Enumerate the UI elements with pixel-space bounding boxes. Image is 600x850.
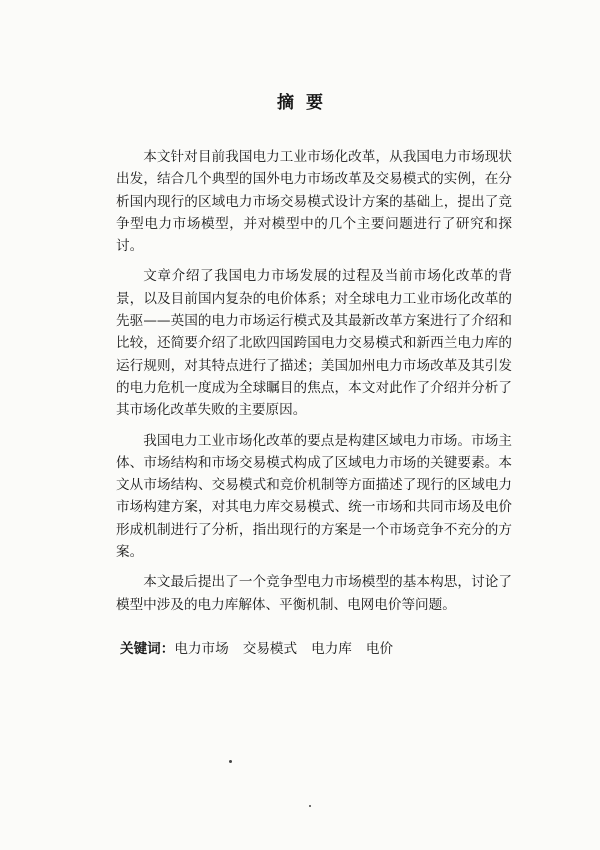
- abstract-paragraph-2: 文章介绍了我国电力市场发展的过程及当前市场化改革的背景，以及目前国内复杂的电价体系；对全球电力工业市场化改革的先驱——英国的电力市场运行模式及其最新改革方案进行了介绍和比较，还简要介绍了北欧四国跨国电力交易模式和新西兰电力库的运行规则，对其特点进行了描述；美国加州电力市场改革及其引发的电力危机一度成为全球瞩目的焦点，本文对此作了介绍并分析了其市场化改革失败的主要原因。: [116, 268, 512, 419]
- abstract-paragraph-3: 我国电力工业市场化改革的要点是构建区域电力市场。市场主体、市场结构和市场交易模式构成了区域电力市场的关键要素。本文从市场结构、交易模式和竞价机制等方面描述了现行的区域电力市场构建方案，对其电力库交易模式、统一市场和共同市场及电价形成机制进行了分析，指出现行的方案是一个市场竞争不充分的方案。: [116, 432, 512, 561]
- keyword-item: 交易模式: [242, 641, 298, 657]
- scan-speck: [229, 760, 232, 763]
- abstract-paragraph-1: 本文针对目前我国电力工业市场化改革，从我国电力市场现状出发，结合几个典型的国外电力市场改革及交易模式的实例，在分析国内现行的区域电力市场交易模式设计方案的基础上，提出了竞争型电力市场模型，并对模型中的几个主要问题进行了研究和探讨。: [116, 149, 512, 255]
- keywords-line: [120, 637, 520, 657]
- keyword-item: 电价: [365, 641, 394, 657]
- keyword-item: 电力库: [311, 641, 352, 657]
- keyword-item: 电力市场: [174, 641, 229, 657]
- keywords-label: 关键词：: [120, 641, 175, 657]
- abstract-body: [116, 146, 512, 624]
- abstract-paragraph-4: 本文最后提出了一个竞争型电力市场模型的基本构思，讨论了模型中涉及的电力库解体、平衡机制、电网电价等问题。: [116, 574, 512, 613]
- scan-speck: [309, 805, 311, 807]
- abstract-title: 摘要: [277, 93, 335, 113]
